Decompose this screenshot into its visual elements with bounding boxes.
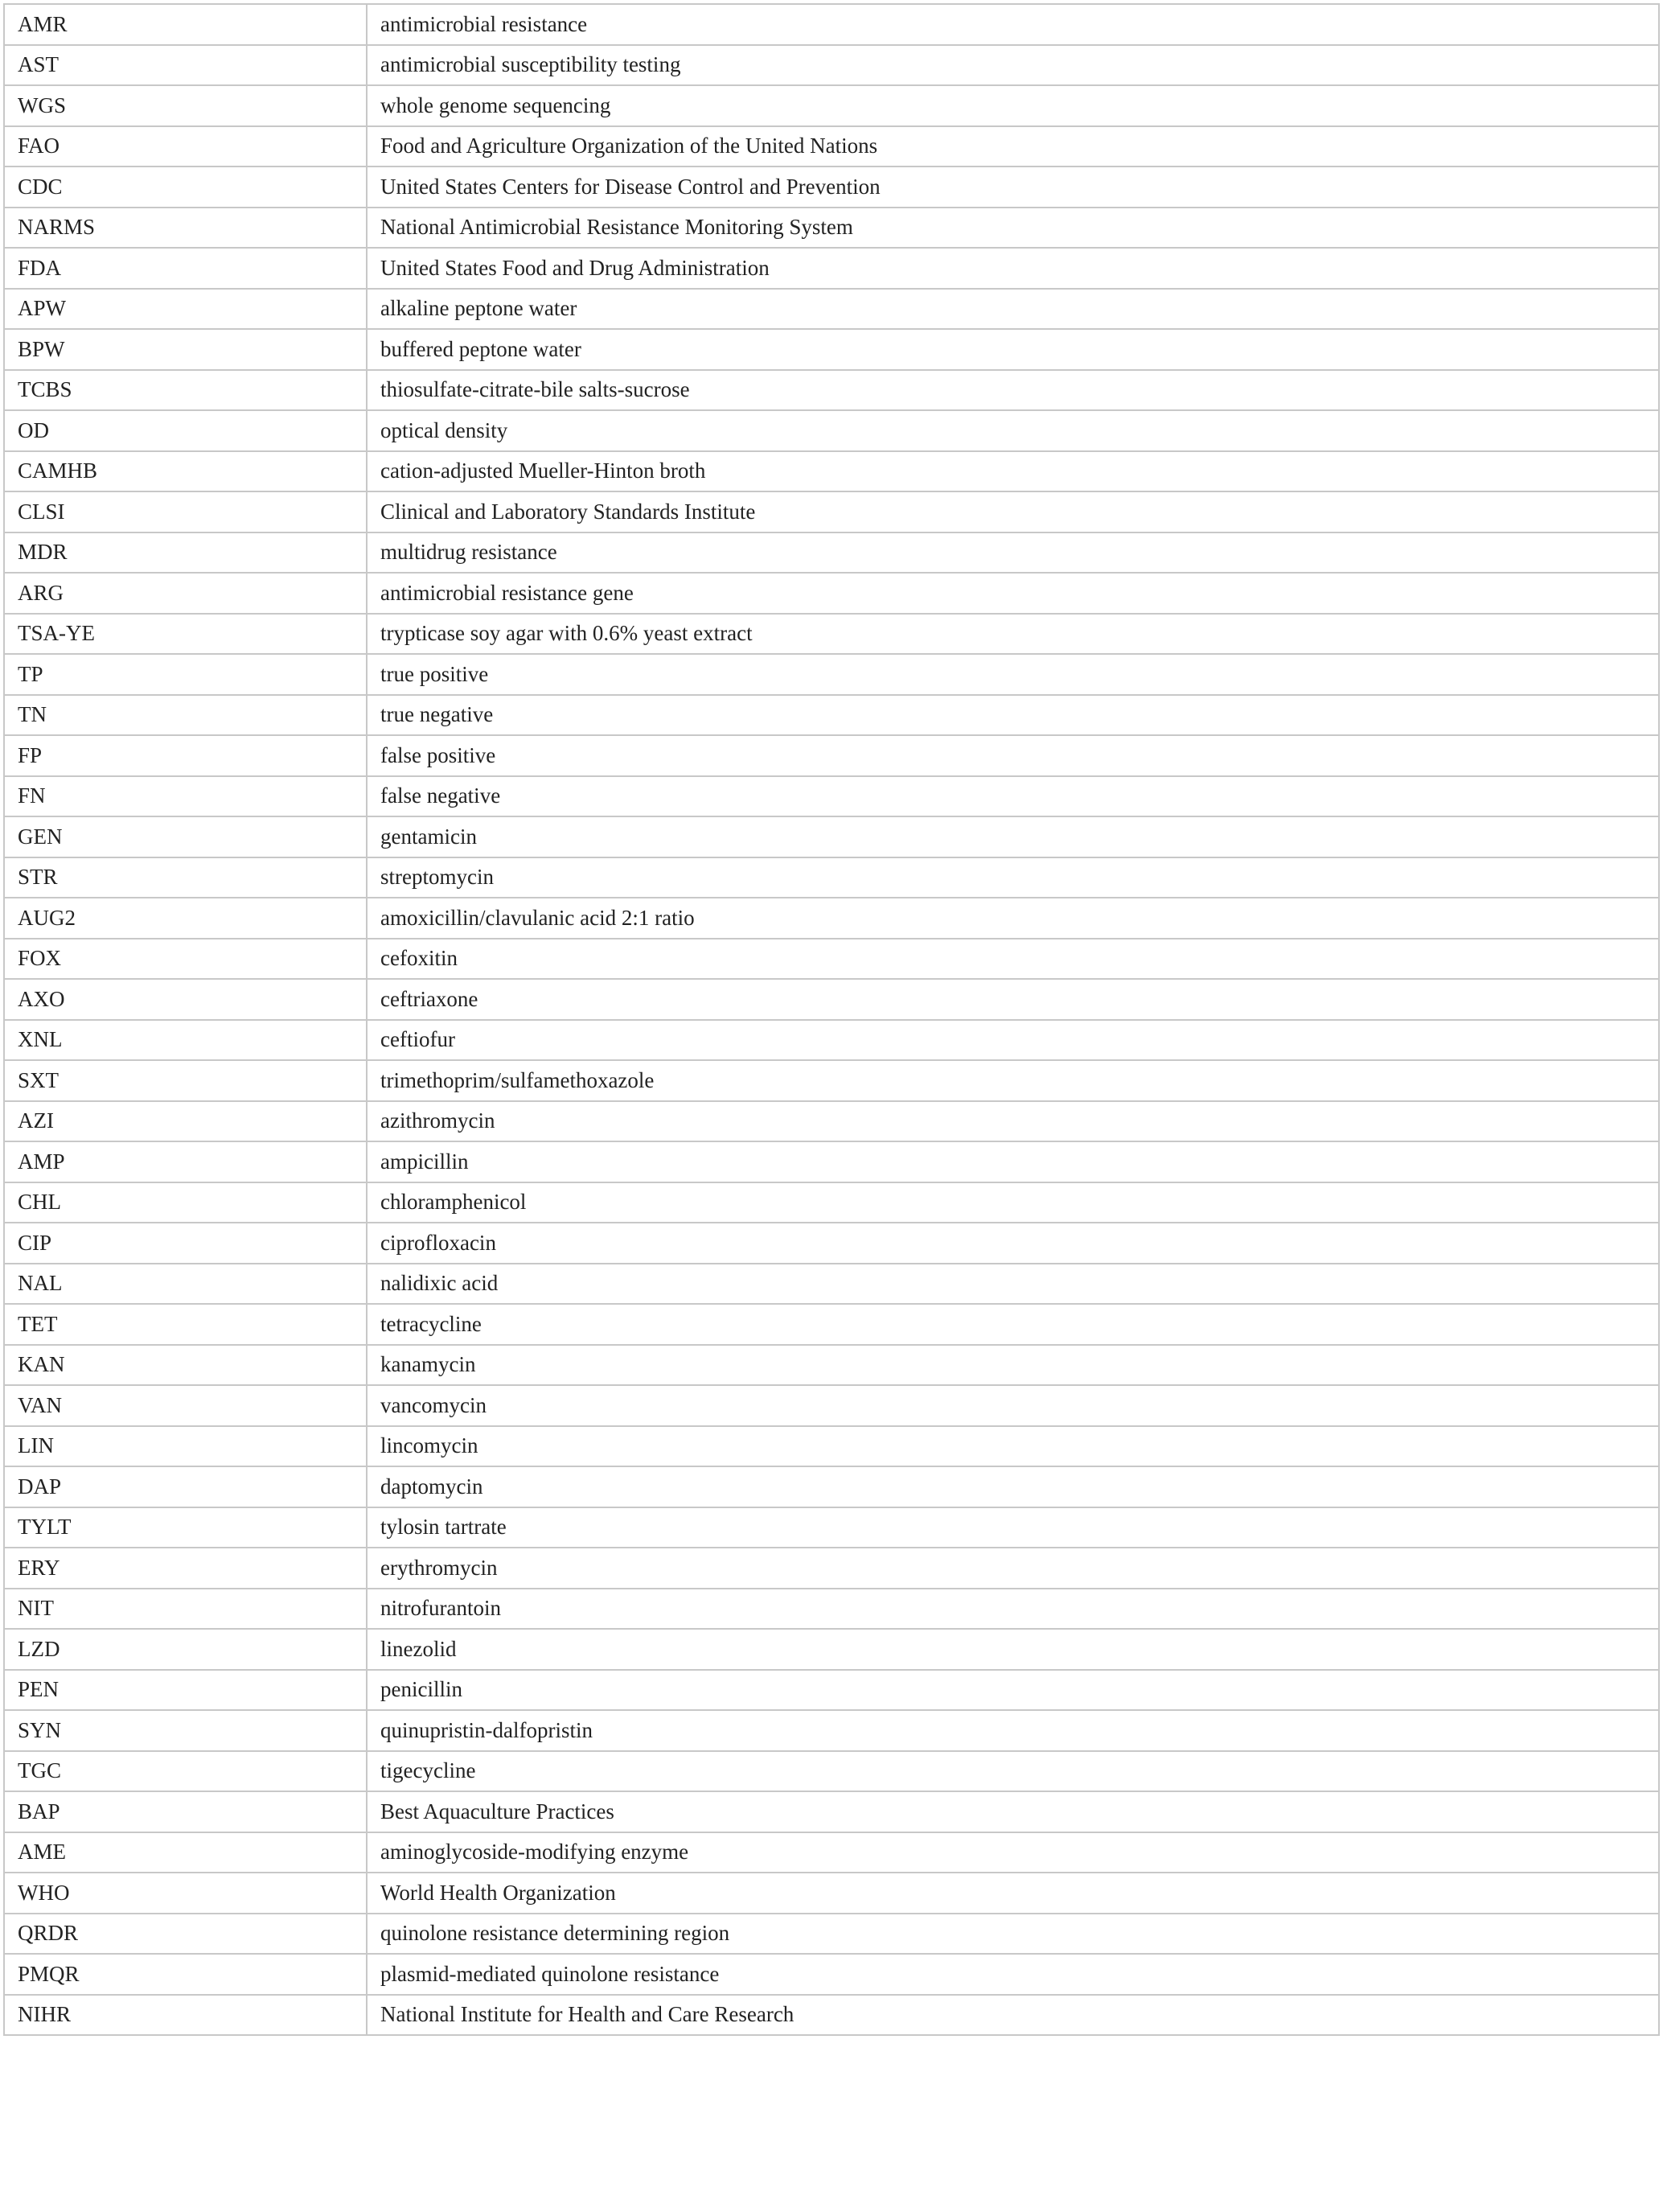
table-row [4, 573, 1659, 614]
abbreviation-cell: CDC [4, 167, 367, 208]
table-row [4, 1791, 1659, 1832]
table-row [4, 816, 1659, 857]
table-row [4, 1954, 1659, 1995]
table-row [4, 1751, 1659, 1792]
definition-cell: lincomycin [367, 1426, 1659, 1467]
abbreviation-cell: TCBS [4, 370, 367, 411]
abbreviation-cell: STR [4, 857, 367, 898]
definition-cell: erythromycin [367, 1548, 1659, 1589]
abbreviation-cell: BAP [4, 1791, 367, 1832]
abbreviation-cell: OD [4, 410, 367, 451]
table-row [4, 126, 1659, 167]
abbreviation-cell: XNL [4, 1020, 367, 1061]
table-row [4, 1466, 1659, 1507]
definition-cell: multidrug resistance [367, 532, 1659, 574]
definition-cell: United States Food and Drug Administration [367, 248, 1659, 289]
abbreviation-cell: FDA [4, 248, 367, 289]
definition-cell: World Health Organization [367, 1873, 1659, 1914]
definition-cell: National Antimicrobial Resistance Monitoring System [367, 208, 1659, 249]
definition-cell: streptomycin [367, 857, 1659, 898]
table-row [4, 85, 1659, 126]
table-row [4, 1548, 1659, 1589]
definition-cell: tylosin tartrate [367, 1507, 1659, 1548]
definition-cell: false positive [367, 735, 1659, 776]
definition-cell: true positive [367, 654, 1659, 695]
table-row [4, 248, 1659, 289]
abbreviation-cell: AMP [4, 1141, 367, 1182]
table-row [4, 735, 1659, 776]
table-row [4, 654, 1659, 695]
abbreviation-cell: AME [4, 1832, 367, 1873]
table-row [4, 1832, 1659, 1873]
definition-cell: plasmid-mediated quinolone resistance [367, 1954, 1659, 1995]
definition-cell: ceftriaxone [367, 979, 1659, 1020]
table-row [4, 695, 1659, 736]
definition-cell: nalidixic acid [367, 1264, 1659, 1305]
table-row [4, 167, 1659, 208]
abbreviation-cell: CIP [4, 1223, 367, 1264]
definition-cell: antimicrobial resistance [367, 4, 1659, 45]
table-row [4, 898, 1659, 939]
definition-cell: optical density [367, 410, 1659, 451]
abbreviation-cell: SYN [4, 1710, 367, 1751]
abbreviation-cell: NIHR [4, 1995, 367, 2036]
table-row [4, 4, 1659, 45]
table-row [4, 1223, 1659, 1264]
definition-cell: Best Aquaculture Practices [367, 1791, 1659, 1832]
abbreviation-cell: CHL [4, 1182, 367, 1223]
definition-cell: tetracycline [367, 1304, 1659, 1345]
table-row [4, 1710, 1659, 1751]
definition-cell: ceftiofur [367, 1020, 1659, 1061]
table-row [4, 1385, 1659, 1426]
abbreviation-cell: DAP [4, 1466, 367, 1507]
definition-cell: vancomycin [367, 1385, 1659, 1426]
table-row [4, 1426, 1659, 1467]
table-row [4, 776, 1659, 817]
abbreviation-cell: AZI [4, 1101, 367, 1142]
abbreviation-cell: WHO [4, 1873, 367, 1914]
abbreviation-cell: WGS [4, 85, 367, 126]
abbreviation-cell: GEN [4, 816, 367, 857]
table-row [4, 370, 1659, 411]
abbreviation-cell: LZD [4, 1629, 367, 1670]
table-row [4, 329, 1659, 370]
abbreviation-cell: NARMS [4, 208, 367, 249]
table-row [4, 614, 1659, 655]
abbreviation-cell: FOX [4, 939, 367, 980]
abbreviation-cell: AST [4, 45, 367, 86]
definition-cell: thiosulfate-citrate-bile salts-sucrose [367, 370, 1659, 411]
definition-cell: azithromycin [367, 1101, 1659, 1142]
definition-cell: penicillin [367, 1670, 1659, 1711]
table-row [4, 1670, 1659, 1711]
abbreviation-cell: TSA-YE [4, 614, 367, 655]
definition-cell: quinolone resistance determining region [367, 1914, 1659, 1955]
definition-cell: quinupristin-dalfopristin [367, 1710, 1659, 1751]
abbreviation-cell: TET [4, 1304, 367, 1345]
table-row [4, 1345, 1659, 1386]
table-row [4, 491, 1659, 532]
abbreviation-cell: ARG [4, 573, 367, 614]
definition-cell: Clinical and Laboratory Standards Institute [367, 491, 1659, 532]
definition-cell: false negative [367, 776, 1659, 817]
table-row [4, 939, 1659, 980]
definition-cell: amoxicillin/clavulanic acid 2:1 ratio [367, 898, 1659, 939]
abbreviation-cell: LIN [4, 1426, 367, 1467]
table-row [4, 1182, 1659, 1223]
abbreviation-cell: MDR [4, 532, 367, 574]
definition-cell: nitrofurantoin [367, 1589, 1659, 1630]
definition-cell: cefoxitin [367, 939, 1659, 980]
definition-cell: antimicrobial susceptibility testing [367, 45, 1659, 86]
abbreviation-cell: FN [4, 776, 367, 817]
definition-cell: buffered peptone water [367, 329, 1659, 370]
abbreviations-table-body [4, 4, 1659, 2035]
definition-cell: true negative [367, 695, 1659, 736]
definition-cell: kanamycin [367, 1345, 1659, 1386]
abbreviation-cell: AXO [4, 979, 367, 1020]
table-row [4, 1264, 1659, 1305]
definition-cell: trimethoprim/sulfamethoxazole [367, 1060, 1659, 1101]
definition-cell: tigecycline [367, 1751, 1659, 1792]
table-row [4, 1914, 1659, 1955]
abbreviation-cell: KAN [4, 1345, 367, 1386]
abbreviation-cell: FAO [4, 126, 367, 167]
table-row [4, 451, 1659, 492]
definition-cell: aminoglycoside-modifying enzyme [367, 1832, 1659, 1873]
definition-cell: alkaline peptone water [367, 289, 1659, 330]
abbreviation-cell: FP [4, 735, 367, 776]
abbreviation-cell: NIT [4, 1589, 367, 1630]
abbreviation-cell: TN [4, 695, 367, 736]
abbreviations-table [3, 3, 1660, 2036]
table-row [4, 1141, 1659, 1182]
table-row [4, 1304, 1659, 1345]
table-row [4, 1995, 1659, 2036]
definition-cell: United States Centers for Disease Control and Prevention [367, 167, 1659, 208]
abbreviation-cell: TP [4, 654, 367, 695]
table-row [4, 532, 1659, 574]
abbreviation-cell: TYLT [4, 1507, 367, 1548]
abbreviation-cell: BPW [4, 329, 367, 370]
table-row [4, 1060, 1659, 1101]
abbreviation-cell: PMQR [4, 1954, 367, 1995]
table-row [4, 289, 1659, 330]
abbreviation-cell: QRDR [4, 1914, 367, 1955]
abbreviation-cell: AUG2 [4, 898, 367, 939]
table-row [4, 410, 1659, 451]
table-row [4, 1873, 1659, 1914]
table-row [4, 857, 1659, 898]
definition-cell: ampicillin [367, 1141, 1659, 1182]
abbreviation-cell: PEN [4, 1670, 367, 1711]
table-row [4, 1507, 1659, 1548]
definition-cell: daptomycin [367, 1466, 1659, 1507]
table-row [4, 208, 1659, 249]
abbreviation-cell: SXT [4, 1060, 367, 1101]
definition-cell: National Institute for Health and Care Research [367, 1995, 1659, 2036]
definition-cell: whole genome sequencing [367, 85, 1659, 126]
abbreviation-cell: VAN [4, 1385, 367, 1426]
table-row [4, 1589, 1659, 1630]
table-row [4, 1629, 1659, 1670]
table-row [4, 979, 1659, 1020]
definition-cell: chloramphenicol [367, 1182, 1659, 1223]
definition-cell: ciprofloxacin [367, 1223, 1659, 1264]
table-row [4, 45, 1659, 86]
definition-cell: cation-adjusted Mueller-Hinton broth [367, 451, 1659, 492]
definition-cell: gentamicin [367, 816, 1659, 857]
abbreviation-cell: CLSI [4, 491, 367, 532]
abbreviation-cell: NAL [4, 1264, 367, 1305]
definition-cell: antimicrobial resistance gene [367, 573, 1659, 614]
definition-cell: Food and Agriculture Organization of the United Nations [367, 126, 1659, 167]
abbreviation-cell: APW [4, 289, 367, 330]
abbreviation-cell: CAMHB [4, 451, 367, 492]
table-row [4, 1101, 1659, 1142]
definition-cell: trypticase soy agar with 0.6% yeast extract [367, 614, 1659, 655]
definition-cell: linezolid [367, 1629, 1659, 1670]
abbreviation-cell: ERY [4, 1548, 367, 1589]
abbreviation-cell: TGC [4, 1751, 367, 1792]
table-row [4, 1020, 1659, 1061]
abbreviation-cell: AMR [4, 4, 367, 45]
